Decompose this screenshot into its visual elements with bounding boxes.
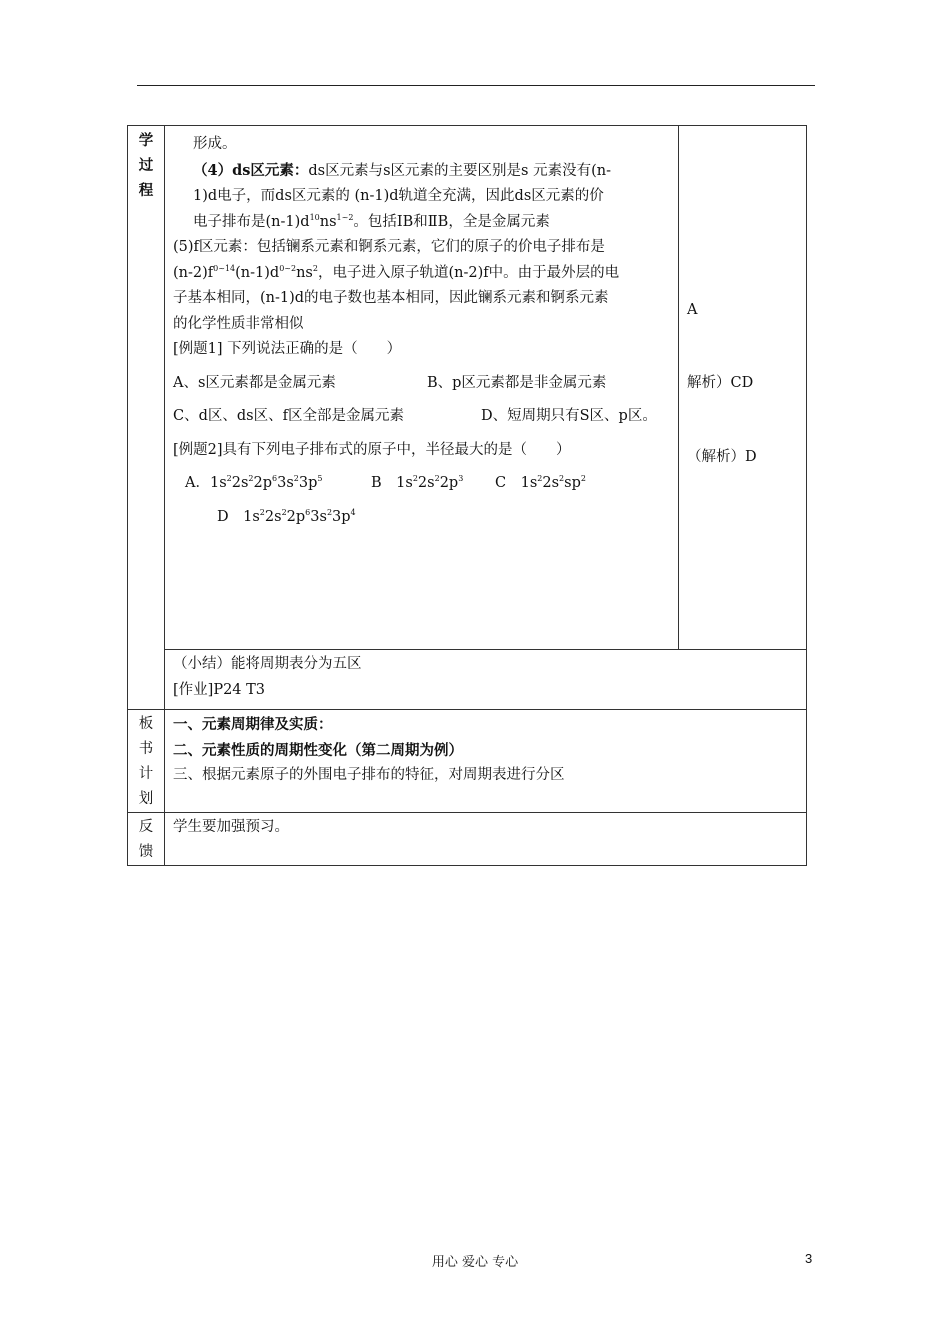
- summary-text: （小结）能将周期表分为五区: [173, 656, 362, 672]
- board-label: 板 书 计 划: [128, 710, 165, 813]
- f-line-1: (5)f区元素：包括镧系元素和锕系元素，它们的原子的价电子排布是: [173, 239, 605, 255]
- board-content: [165, 710, 807, 813]
- f-line-2: $(n-2)f^{0\sim 14}(n-1)d^{0\sim 2}ns^2$，电子进入原子轨道(n-2)f中。由于最外层的电: [173, 263, 620, 281]
- example-2-option-b: B $1s^22s^22p^3$: [371, 474, 464, 491]
- feedback-row: [128, 813, 807, 866]
- homework-text: [作业]P24 T3: [173, 681, 266, 698]
- example-1-question: [例题1] 下列说法正确的是（ ）: [173, 341, 402, 357]
- example-1-options-cd: C、d区、ds区、f区全部是金属元素 D、短周期只有S区、p区。: [173, 408, 657, 424]
- line-formed: 形成。: [193, 136, 237, 152]
- answer-1: A: [687, 302, 698, 318]
- board-line-1: 一、元素周期律及实质：: [173, 716, 333, 733]
- process-content: [165, 126, 679, 650]
- example-2-option-a: A．$1s^22s^22p^63s^23p^5$: [185, 474, 323, 491]
- answer-column: [679, 126, 807, 650]
- board-row: [128, 710, 807, 813]
- ds-line-2: 1)d电子，而ds区元素的 (n-1)d轨道全充满，因此ds区元素的价: [193, 188, 604, 204]
- answer-2: 解析）CD: [687, 375, 754, 391]
- ds-line-1: （4）ds区元素：ds区元素与s区元素的主要区别是s 元素没有(n-: [193, 161, 611, 179]
- feedback-label: 反 馈: [128, 813, 165, 866]
- example-1-options-ab: A、s区元素都是金属元素 B、p区元素都是非金属元素: [173, 374, 607, 391]
- feedback-content: [165, 813, 807, 866]
- header-rule: [137, 85, 815, 86]
- summary-content: [165, 650, 807, 710]
- f-line-4: 的化学性质非常相似: [173, 315, 304, 332]
- page-footer: 用心 爱心 专心: [431, 1255, 519, 1270]
- f-line-3: 子基本相同，(n-1)d的电子数也基本相同，因此镧系元素和锕系元素: [173, 290, 609, 306]
- example-2-option-d: D $1s^22s^22p^63s^23p^4$: [217, 507, 356, 525]
- lesson-table: [127, 125, 807, 866]
- feedback-text: 学生要加强预习。: [173, 819, 289, 835]
- board-line-3: 三、根据元素原子的外围电子排布的特征，对周期表进行分区: [173, 767, 565, 783]
- example-2-option-c: C $1s^22s^2sp^2$: [495, 474, 586, 491]
- board-line-2: 二、元素性质的周期性变化（第二周期为例）: [173, 741, 463, 759]
- process-row: [128, 126, 807, 650]
- example-2-options-abc: [173, 471, 670, 497]
- ds-line-3: 电子排布是$(n-1)d^{10}ns^{1\sim 2}$。包括ⅠB和ⅡB，全是金属元素: [193, 212, 550, 230]
- page-number: 3: [805, 1251, 813, 1266]
- answer-3: （解析）D: [687, 449, 757, 465]
- process-label: 学 过 程: [128, 126, 165, 710]
- summary-row: [128, 650, 807, 710]
- example-2-question: [例题2]具有下列电子排布式的原子中，半径最大的是（ ）: [173, 441, 571, 458]
